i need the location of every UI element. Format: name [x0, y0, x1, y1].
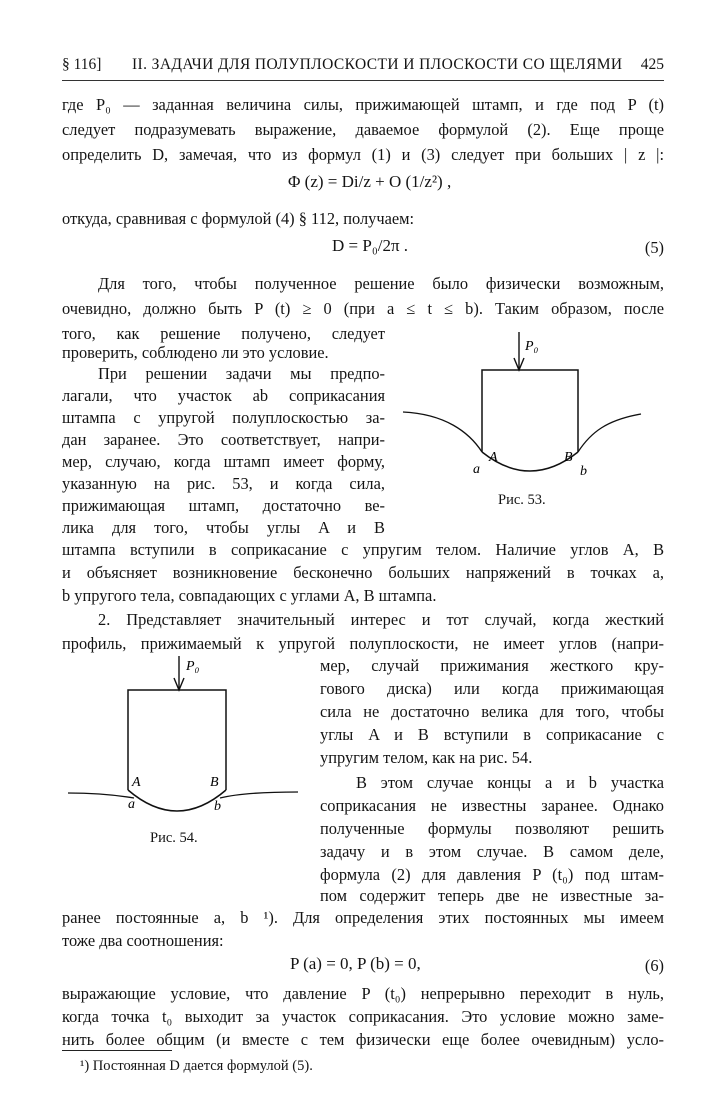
text-line: ранее постоянные a, b ¹). Для определения этих постоянных мы имеем	[62, 908, 664, 927]
half-plane-boundary-left	[68, 793, 134, 798]
text-line: лика для того, чтобы углы A и B	[62, 518, 385, 537]
text-line: когда точка t₀ выходит за участок соприкасания. Это условие можно заме-	[62, 1007, 664, 1026]
figure-53	[395, 328, 645, 490]
force-label: P₀	[186, 659, 200, 674]
text-line: тоже два соотношения:	[62, 931, 224, 950]
text-line: где P₀ — заданная величина силы, прижимающей штамп, и где под P (t)	[62, 95, 664, 114]
text-line: штампа вступили в соприкасание с упругим телом. Наличие углов A, B	[62, 540, 664, 559]
text-line: штампа с упругой полуплоскостью за-	[62, 408, 385, 427]
text-line: b упругого тела, совпадающих с углами A, B штампа.	[62, 586, 437, 605]
header-title: II. ЗАДАЧИ ДЛЯ ПОЛУПЛОСКОСТИ И ПЛОСКОСТИ СО ЩЕЛЯМИ	[132, 56, 623, 73]
header-section: § 116]	[62, 56, 102, 73]
text-line: следует подразумевать выражение, даваемое формулой (2). Еще проще	[62, 120, 664, 139]
text-line: лагали, что участок ab соприкасания	[62, 386, 385, 405]
equation-p: P (a) = 0, P (b) = 0,	[290, 954, 421, 973]
half-plane-boundary-right	[220, 792, 298, 798]
text-line: проверить, соблюдено ли это условие.	[62, 343, 329, 362]
text-line: гового диска) или когда прижимающая	[320, 679, 664, 698]
text-line: При решении задачи мы предпо-	[98, 364, 385, 383]
header-rule	[62, 80, 664, 81]
corner-label-B: B	[564, 450, 573, 465]
equation-number: (5)	[644, 238, 664, 257]
text-line: сила не достаточно велика для того, чтобы	[320, 702, 664, 721]
text-line: указанную на рис. 53, и когда сила,	[62, 474, 385, 493]
text-line: выражающие условие, что давление P (t₀) непрерывно переходит в нуль,	[62, 984, 664, 1003]
force-label: P₀	[525, 339, 539, 354]
text-line: прижимающая штамп, достаточно ве-	[62, 496, 385, 515]
point-label-a: a	[473, 462, 480, 477]
text-line: мер, случаю, когда штамп имеет форму,	[62, 452, 385, 471]
corner-label-A: A	[489, 450, 498, 465]
text-line: дан заранее. Это соответствует, напри-	[62, 430, 385, 449]
page-number: 425	[640, 56, 664, 73]
half-plane-boundary-right	[578, 414, 641, 452]
text-line: очевидно, должно быть P (t) ≥ 0 (при a ≤ t ≤ b). Таким образом, после	[62, 299, 664, 318]
text-line: полученные формулы позволяют решить	[320, 819, 664, 838]
text-line: нить более общим (и вместе с тем физически еще более очевидным) усло-	[62, 1030, 664, 1049]
text-line: В этом случае концы a и b участка	[356, 773, 664, 792]
text-line: и объясняет возникновение бесконечно больших напряжений в точках a,	[62, 563, 664, 582]
footnote: ¹) Постоянная D дается формулой (5).	[80, 1058, 313, 1074]
text-line: того, как решение получено, следует	[62, 324, 385, 343]
text-line: соприкасания не известны заранее. Однако	[320, 796, 664, 815]
equation-phi: Φ (z) = Di/z + O (1/z²) ,	[288, 172, 452, 191]
text-line: откуда, сравнивая с формулой (4) § 112, получаем:	[62, 209, 415, 228]
figure-54	[62, 650, 302, 825]
stamp-rounded-bottom	[128, 790, 226, 811]
text-line: Для того, чтобы полученное решение было физически возможным,	[98, 274, 664, 293]
point-label-a: a	[128, 797, 135, 812]
text-line: профиль, прижимаемый к упругой полуплоскости, не имеет углов (напри-	[62, 634, 664, 653]
text-line: упругим телом, как на рис. 54.	[320, 748, 533, 767]
figure-53-caption: Рис. 53.	[498, 492, 546, 508]
text-line: формула (2) для давления P (t₀) под штам-	[320, 865, 664, 884]
equation-d: D = P₀/2π .	[332, 236, 409, 255]
running-header	[62, 52, 664, 78]
text-line: определить D, замечая, что из формул (1) и (3) следует при больших | z |:	[62, 145, 664, 164]
half-plane-boundary-left	[403, 412, 482, 452]
stamp-outline	[482, 370, 578, 452]
text-line: углы A и B вступили в соприкасание с	[320, 725, 664, 744]
text-line: пом содержит теперь две не известные за-	[320, 886, 664, 905]
text-line: 2. Представляет значительный интерес и тот случай, когда жесткий	[98, 610, 664, 629]
corner-label-B: B	[210, 775, 219, 790]
corner-label-A: A	[132, 775, 141, 790]
point-label-b: b	[214, 799, 221, 814]
point-label-b: b	[580, 464, 587, 479]
text-line: мер, случай прижимания жесткого кру-	[320, 656, 664, 675]
text-line: задачу и в этом случае. В самом деле,	[320, 842, 664, 861]
equation-number: (6)	[644, 956, 664, 975]
figure-54-caption: Рис. 54.	[150, 830, 198, 846]
